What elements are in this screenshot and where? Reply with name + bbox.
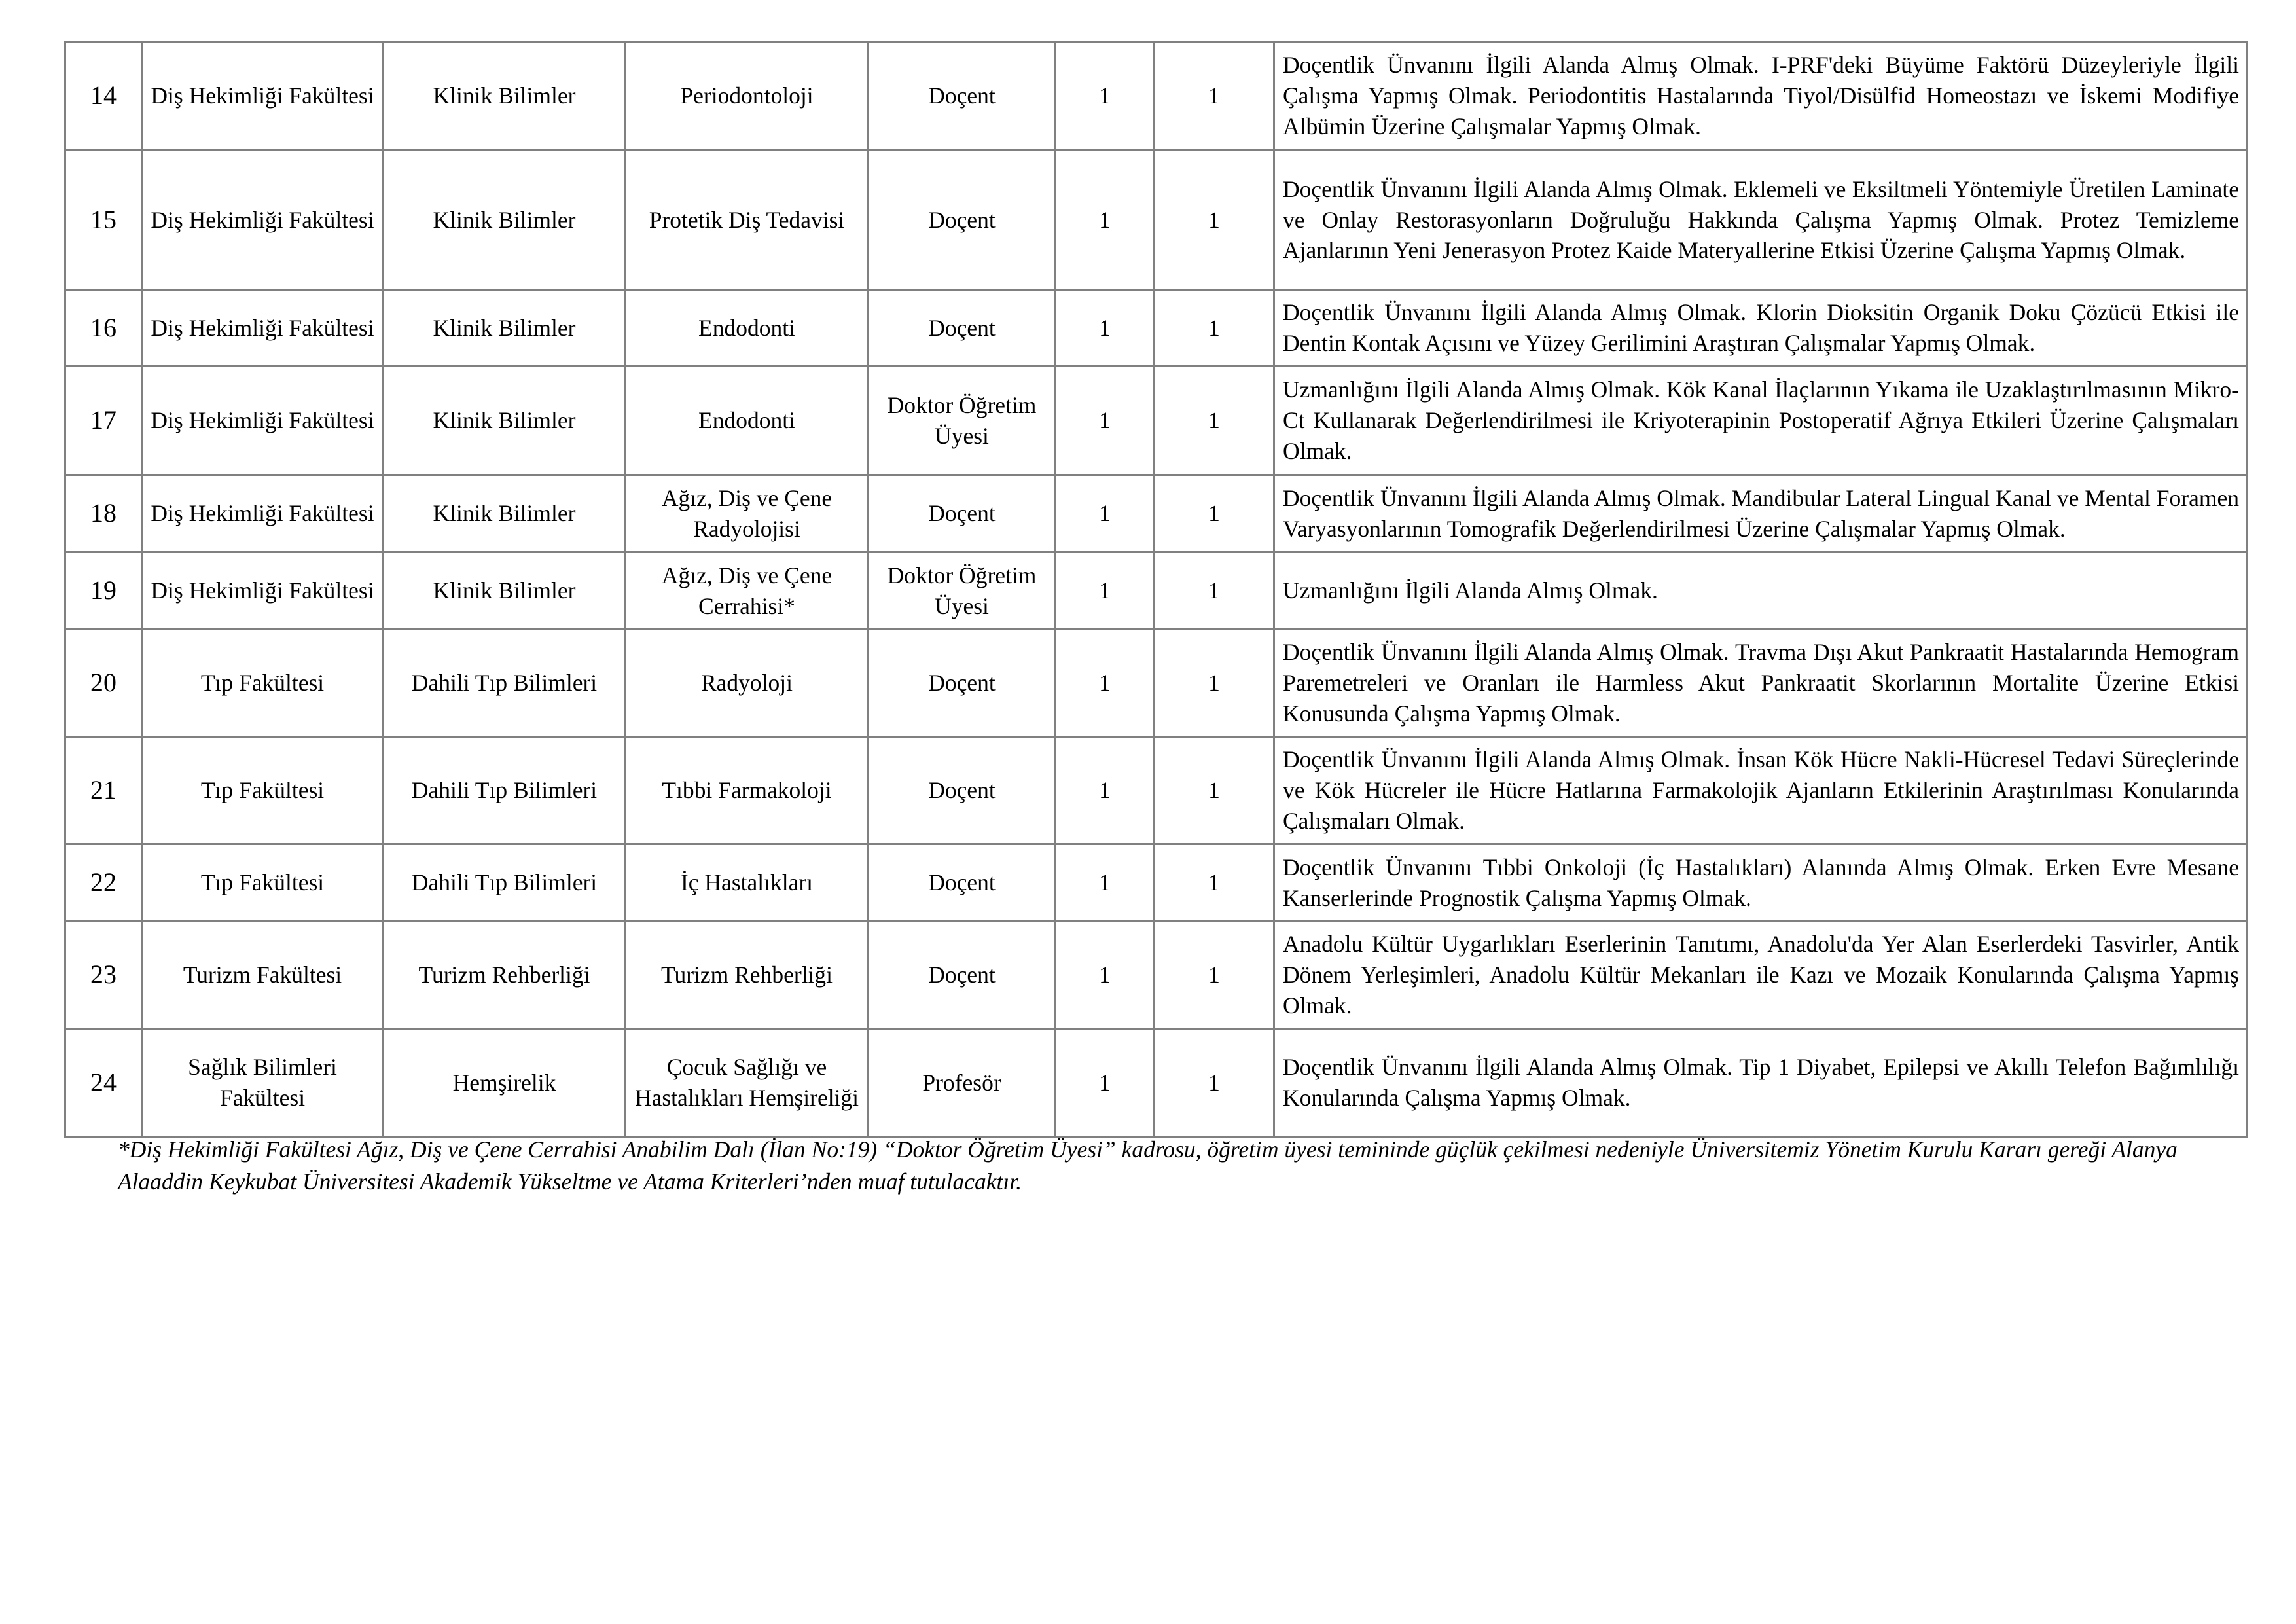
- level-cell: 1: [1056, 552, 1155, 630]
- faculty-cell: Sağlık Bilimleri Fakültesi: [142, 1029, 384, 1137]
- requirement-cell: Doçentlik Ünvanını İlgili Alanda Almış Olmak. Klorin Dioksitin Organik Doku Çözücü Etkisi ile Dentin Kontak Açısını ve Yüzey Gerilimini Araştıran Çalışmalar Yapmış Olmak.: [1274, 290, 2247, 367]
- row-number: 23: [65, 922, 142, 1029]
- requirement-cell: Uzmanlığını İlgili Alanda Almış Olmak.: [1274, 552, 2247, 630]
- faculty-cell: Diş Hekimliği Fakültesi: [142, 42, 384, 151]
- department-cell: Dahili Tıp Bilimleri: [384, 844, 626, 922]
- row-number: 16: [65, 290, 142, 367]
- row-number: 18: [65, 475, 142, 552]
- count-cell: 1: [1155, 151, 1274, 290]
- row-number: 14: [65, 42, 142, 151]
- table-row: [65, 1029, 2247, 1137]
- level-cell: 1: [1056, 630, 1155, 737]
- faculty-cell: Tıp Fakültesi: [142, 630, 384, 737]
- table-row: [65, 737, 2247, 844]
- count-cell: 1: [1155, 552, 1274, 630]
- title-cell: Doçent: [869, 844, 1056, 922]
- faculty-cell: Tıp Fakültesi: [142, 844, 384, 922]
- count-cell: 1: [1155, 737, 1274, 844]
- faculty-cell: Turizm Fakültesi: [142, 922, 384, 1029]
- department-cell: Klinik Bilimler: [384, 367, 626, 475]
- requirement-cell: Doçentlik Ünvanını İlgili Alanda Almış Olmak. Tip 1 Diyabet, Epilepsi ve Akıllı Telefon Bağımlılığı Konularında Çalışma Yapmış Olmak.: [1274, 1029, 2247, 1137]
- division-cell: Turizm Rehberliği: [626, 922, 869, 1029]
- count-cell: 1: [1155, 475, 1274, 552]
- table-row: [65, 630, 2247, 737]
- positions-table-body: [65, 42, 2247, 1137]
- count-cell: 1: [1155, 1029, 1274, 1137]
- table-row: [65, 552, 2247, 630]
- department-cell: Klinik Bilimler: [384, 552, 626, 630]
- table-row: [65, 922, 2247, 1029]
- count-cell: 1: [1155, 367, 1274, 475]
- title-cell: Doktor Öğretim Üyesi: [869, 552, 1056, 630]
- title-cell: Doçent: [869, 630, 1056, 737]
- requirement-cell: Doçentlik Ünvanını İlgili Alanda Almış Olmak. Mandibular Lateral Lingual Kanal ve Mental Foramen Varyasyonlarının Tomografik Değerlendirilmesi Üzerine Çalışmalar Yapmış Olmak.: [1274, 475, 2247, 552]
- row-number: 22: [65, 844, 142, 922]
- count-cell: 1: [1155, 42, 1274, 151]
- faculty-cell: Diş Hekimliği Fakültesi: [142, 552, 384, 630]
- requirement-cell: Doçentlik Ünvanını İlgili Alanda Almış Olmak. Eklemeli ve Eksiltmeli Yöntemiyle Üretilen Laminate ve Onlay Restorasyonların Doğruluğu Hakkında Çalışma Yapmış Olmak. Protez Temizleme Ajanlarının Yeni Jenerasyon Protez Kaide Materyallerine Etkisi Üzerine Çalışma Yapmış Olmak.: [1274, 151, 2247, 290]
- department-cell: Klinik Bilimler: [384, 151, 626, 290]
- department-cell: Klinik Bilimler: [384, 290, 626, 367]
- row-number: 24: [65, 1029, 142, 1137]
- requirement-cell: Uzmanlığını İlgili Alanda Almış Olmak. Kök Kanal İlaçlarının Yıkama ile Uzaklaştırılmasının Mikro-Ct Kullanarak Değerlendirilmesi ile Kriyoterapinin Postoperatif Ağrıya Etkileri Üzerine Çalışmaları Olmak.: [1274, 367, 2247, 475]
- title-cell: Doçent: [869, 737, 1056, 844]
- division-cell: Radyoloji: [626, 630, 869, 737]
- level-cell: 1: [1056, 290, 1155, 367]
- title-cell: Doçent: [869, 290, 1056, 367]
- table-row: [65, 151, 2247, 290]
- table-row: [65, 367, 2247, 475]
- department-cell: Dahili Tıp Bilimleri: [384, 737, 626, 844]
- level-cell: 1: [1056, 844, 1155, 922]
- department-cell: Turizm Rehberliği: [384, 922, 626, 1029]
- row-number: 17: [65, 367, 142, 475]
- level-cell: 1: [1056, 42, 1155, 151]
- table-row: [65, 844, 2247, 922]
- positions-table: [64, 41, 2248, 1138]
- division-cell: İç Hastalıkları: [626, 844, 869, 922]
- table-row: [65, 42, 2247, 151]
- level-cell: 1: [1056, 1029, 1155, 1137]
- level-cell: 1: [1056, 367, 1155, 475]
- footnote: *Diş Hekimliği Fakültesi Ağız, Diş ve Çene Cerrahisi Anabilim Dalı (İlan No:19) “Doktor Öğretim Üyesi” kadrosu, öğretim üyesi temininde güçlük çekilmesi nedeniyle Üniversitemiz Yönetim Kurulu Kararı gereği Alanya Alaaddin Keykubat Üniversitesi Akademik Yükseltme ve Atama Kriterleri’nden muaf tutulacaktır.: [118, 1136, 2178, 1195]
- row-number: 15: [65, 151, 142, 290]
- division-cell: Ağız, Diş ve Çene Cerrahisi*: [626, 552, 869, 630]
- title-cell: Doktor Öğretim Üyesi: [869, 367, 1056, 475]
- level-cell: 1: [1056, 151, 1155, 290]
- department-cell: Klinik Bilimler: [384, 42, 626, 151]
- department-cell: Klinik Bilimler: [384, 475, 626, 552]
- row-number: 21: [65, 737, 142, 844]
- row-number: 19: [65, 552, 142, 630]
- title-cell: Doçent: [869, 42, 1056, 151]
- requirement-cell: Doçentlik Ünvanını İlgili Alanda Almış Olmak. I-PRF'deki Büyüme Faktörü Düzeyleriyle İlgili Çalışma Yapmış Olmak. Periodontitis Hastalarında Tiyol/Disülfid Homeostazı ve İskemi Modifiye Albümin Üzerine Çalışmalar Yapmış Olmak.: [1274, 42, 2247, 151]
- table-row: [65, 290, 2247, 367]
- table-row: [65, 475, 2247, 552]
- department-cell: Hemşirelik: [384, 1029, 626, 1137]
- requirement-cell: Doçentlik Ünvanını İlgili Alanda Almış Olmak. İnsan Kök Hücre Nakli-Hücresel Tedavi Süreçlerinde ve Kök Hücreler ile Hücre Hatlarına Farmakolojik Ajanların Etkilerinin Araştırılması Konularında Çalışmaları Olmak.: [1274, 737, 2247, 844]
- department-cell: Dahili Tıp Bilimleri: [384, 630, 626, 737]
- requirement-cell: Anadolu Kültür Uygarlıkları Eserlerinin Tanıtımı, Anadolu'da Yer Alan Eserlerdeki Tasvirler, Antik Dönem Yerleşimleri, Anadolu Kültür Mekanları ile Kazı ve Mozaik Konularında Çalışma Yapmış Olmak.: [1274, 922, 2247, 1029]
- count-cell: 1: [1155, 630, 1274, 737]
- division-cell: Çocuk Sağlığı ve Hastalıkları Hemşireliği: [626, 1029, 869, 1137]
- faculty-cell: Tıp Fakültesi: [142, 737, 384, 844]
- title-cell: Doçent: [869, 922, 1056, 1029]
- division-cell: Ağız, Diş ve Çene Radyolojisi: [626, 475, 869, 552]
- count-cell: 1: [1155, 290, 1274, 367]
- division-cell: Endodonti: [626, 290, 869, 367]
- division-cell: Tıbbi Farmakoloji: [626, 737, 869, 844]
- requirement-cell: Doçentlik Ünvanını İlgili Alanda Almış Olmak. Travma Dışı Akut Pankraatit Hastalarında Hemogram Paremetreleri ve Oranları ile Harmless Akut Pankraatit Skorlarının Mortalite Üzerine Etkisi Konusunda Çalışma Yapmış Olmak.: [1274, 630, 2247, 737]
- row-number: 20: [65, 630, 142, 737]
- count-cell: 1: [1155, 922, 1274, 1029]
- division-cell: Endodonti: [626, 367, 869, 475]
- title-cell: Doçent: [869, 475, 1056, 552]
- level-cell: 1: [1056, 475, 1155, 552]
- division-cell: Periodontoloji: [626, 42, 869, 151]
- faculty-cell: Diş Hekimliği Fakültesi: [142, 151, 384, 290]
- title-cell: Doçent: [869, 151, 1056, 290]
- count-cell: 1: [1155, 844, 1274, 922]
- title-cell: Profesör: [869, 1029, 1056, 1137]
- faculty-cell: Diş Hekimliği Fakültesi: [142, 290, 384, 367]
- level-cell: 1: [1056, 737, 1155, 844]
- requirement-cell: Doçentlik Ünvanını Tıbbi Onkoloji (İç Hastalıkları) Alanında Almış Olmak. Erken Evre Mesane Kanserlerinde Prognostik Çalışma Yapmış Olmak.: [1274, 844, 2247, 922]
- faculty-cell: Diş Hekimliği Fakültesi: [142, 475, 384, 552]
- level-cell: 1: [1056, 922, 1155, 1029]
- division-cell: Protetik Diş Tedavisi: [626, 151, 869, 290]
- faculty-cell: Diş Hekimliği Fakültesi: [142, 367, 384, 475]
